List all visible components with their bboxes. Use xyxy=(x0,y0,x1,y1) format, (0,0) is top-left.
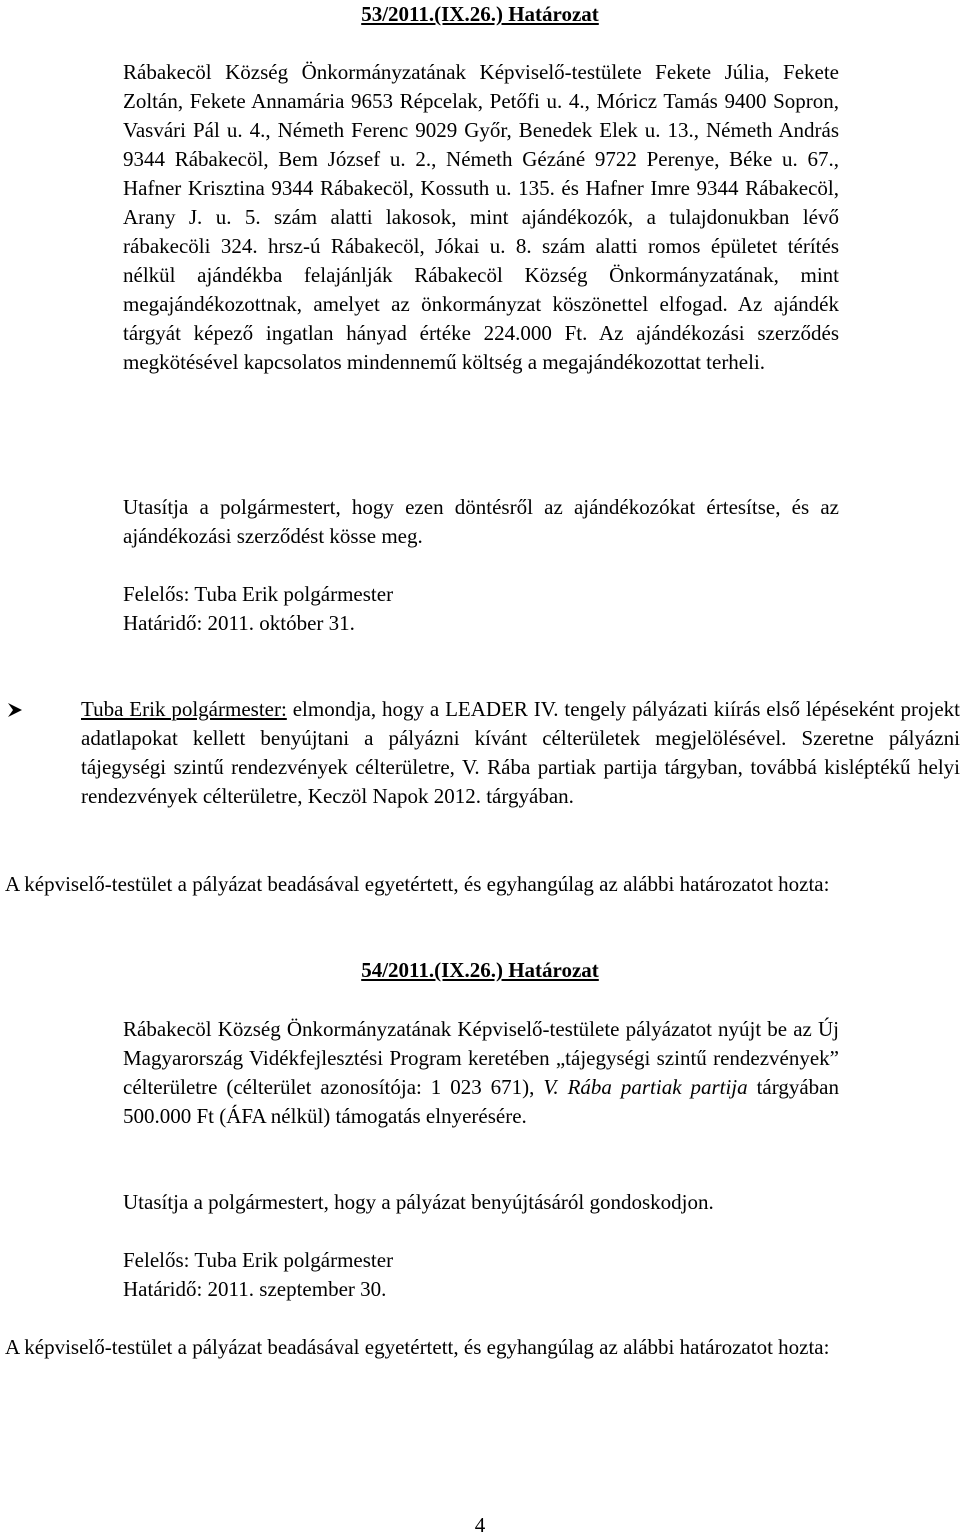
bullet-paragraph xyxy=(81,695,960,811)
vote-statement-2: A képviselő-testület a pályázat beadásával egyetértett, és egyhangúlag az alábbi határozatot hozta: xyxy=(5,1335,830,1359)
resolution-53-responsible: Felelős: Tuba Erik polgármester xyxy=(123,582,394,606)
resolution-54-body-part1: Rábakecöl Község Önkormányzatának Képviselő-testülete pályázatot nyújt be az Új Magyarország Vidékfejlesztési Program keretében „tájegységi szintű rendezvények” célterületre (célterület azonosítója: 1 023 671), xyxy=(123,1017,839,1099)
resolution-53-title: 53/2011.(IX.26.) Határozat xyxy=(361,2,599,26)
resolution-54-body-italic: V. Rába partiak partija xyxy=(543,1075,748,1099)
vote-statement-1: A képviselő-testület a pályázat beadásával egyetértett, és egyhangúlag az alábbi határozatot hozta: xyxy=(5,872,830,896)
speaker-statement: elmondja, hogy a LEADER IV. tengely pályázati kiírás első lépéseként projekt adatlapokat kellett benyújtani a pályázni kívánt célterületek megjelölésével. Szeretne pályázni tájegységi szintű rendezvények célterületre, V. Rába partiak partija tárgyban, továbbá kisléptékű helyi rendezvények célterületre, Keczöl Napok 2012. tárgyában. xyxy=(81,697,960,808)
resolution-54-responsible: Felelős: Tuba Erik polgármester xyxy=(123,1248,394,1272)
resolution-53-body: Rábakecöl Község Önkormányzatának Képviselő-testülete Fekete Júlia, Fekete Zoltán, Fekete Annamária 9653 Répcelak, Petőfi u. 4., Móricz Tamás 9400 Sopron, Vasvári Pál u. 4., Németh Ferenc 9029 Győr, Benedek Elek u. 13., Németh András 9344 Rábakecöl, Bem József u. 2., Németh Gézáné 9722 Perenye, Béke u. 67., Hafner Krisztina 9344 Rábakecöl, Kossuth u. 135. és Hafner Imre 9344 Rábakecöl, Arany J. u. 5. szám alatti lakosok, mint ajándékozók, a tulajdonukban lévő rábakecöli 324. hrsz-ú Rábakecöl, Jókai u. 8. szám alatti romos épületet térítés nélkül ajándékba felajánlják Rábakecöl Község Önkormányzatának, mint megajándékozottnak, amelyet az önkormányzat köszönettel elfogad. Az ajándék tárgyát képező ingatlan hányad értéke 224.000 Ft. Az ajándékozási szerződés megkötésével kapcsolatos mindennemű költség a megajándékozottat terheli. xyxy=(123,60,839,374)
resolution-54-body-part2: tárgyában 500.000 Ft (ÁFA nélkül) támogatás elnyerésére. xyxy=(123,1075,839,1128)
resolution-54-title: 54/2011.(IX.26.) Határozat xyxy=(361,958,599,982)
arrow-bullet-icon xyxy=(5,695,25,724)
resolution-54-body xyxy=(123,1015,839,1131)
speaker-name: Tuba Erik polgármester: xyxy=(81,697,287,721)
resolution-53-instruction: Utasítja a polgármestert, hogy ezen döntésről az ajándékozókat értesítse, és az ajándékozási szerződést kösse meg. xyxy=(123,495,839,548)
page-number: 4 xyxy=(474,1513,486,1537)
resolution-54-deadline: Határidő: 2011. szeptember 30. xyxy=(123,1277,387,1301)
resolution-54-instruction: Utasítja a polgármestert, hogy a pályázat benyújtásáról gondoskodjon. xyxy=(123,1190,714,1214)
resolution-53-deadline: Határidő: 2011. október 31. xyxy=(123,611,355,635)
